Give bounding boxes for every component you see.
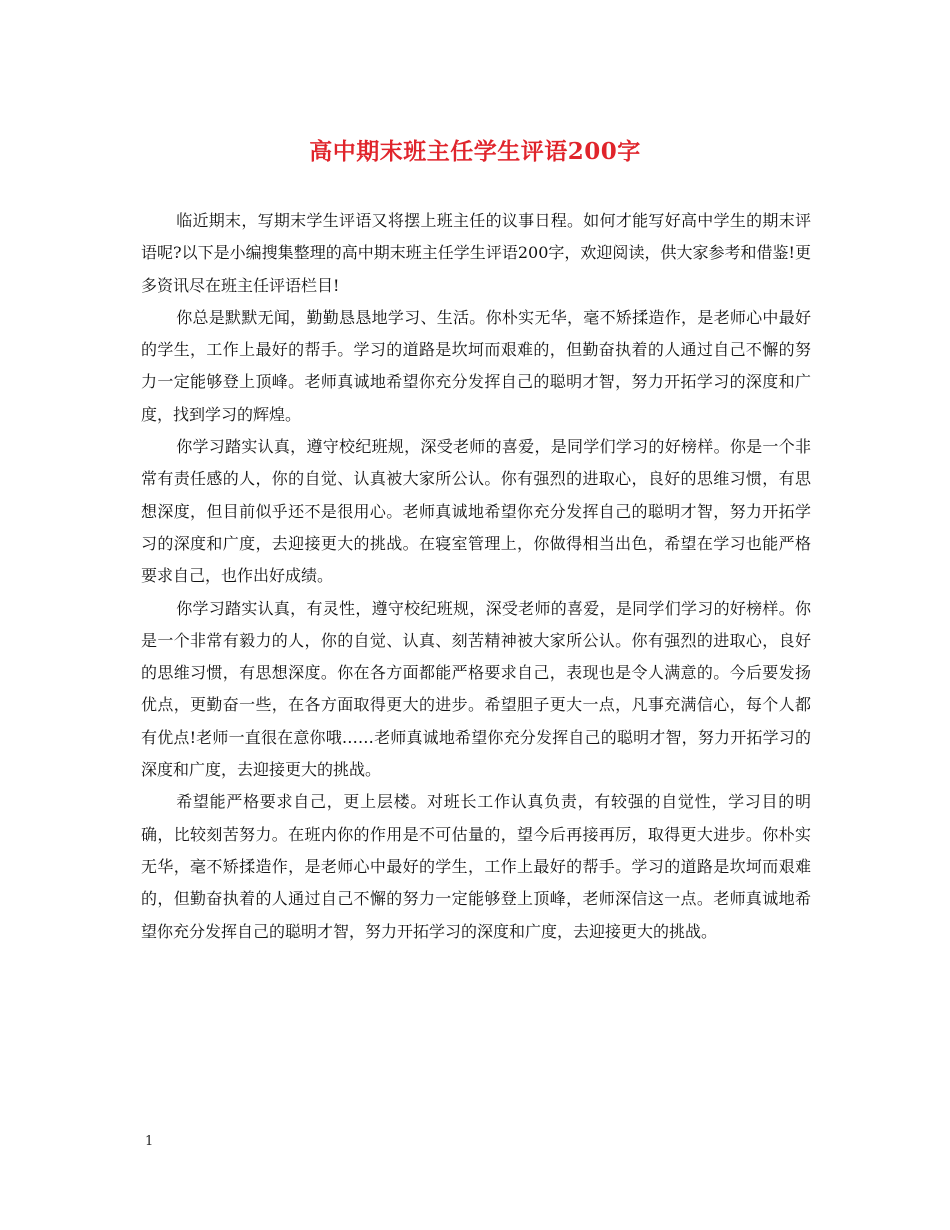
document-body bbox=[141, 205, 811, 948]
paragraph-comment-4: 希望能严格要求自己，更上层楼。对班长工作认真负责，有较强的自觉性，学习目的明确，比较刻苦努力。在班内你的作用是不可估量的，望今后再接再厉，取得更大进步。你朴实无华，毫不矫揉造作，是老师心中最好的学生，工作上最好的帮手。学习的道路是坎坷而艰难的，但勤奋执着的人通过自己不懈的努力一定能够登上顶峰，老师深信这一点。老师真诚地希望你充分发挥自己的聪明才智，努力开拓学习的深度和广度，去迎接更大的挑战。 bbox=[141, 792, 811, 941]
paragraph-comment-3: 你学习踏实认真，有灵性，遵守校纪班规，深受老师的喜爱，是同学们学习的好榜样。你是一个非常有毅力的人，你的自觉、认真、刻苦精神被大家所公认。你有强烈的进取心，良好的思维习惯，有思想深度。你在各方面都能严格要求自己，表现也是令人满意的。今后要发扬优点，更勤奋一些，在各方面取得更大的进步。希望胆子更大一点，凡事充满信心，每个人都有优点!老师一直很在意你哦……老师真诚地希望你充分发挥自己的聪明才智，努力开拓学习的深度和广度，去迎接更大的挑战。 bbox=[141, 598, 811, 780]
paragraph-intro: 临近期末，写期末学生评语又将摆上班主任的议事日程。如何才能写好高中学生的期末评语呢?以下是小编搜集整理的高中期末班主任学生评语200字，欢迎阅读，供大家参考和借鉴!更多资讯尽在班主任评语栏目! bbox=[141, 211, 811, 295]
document-title: 高中期末班主任学生评语200字 bbox=[309, 138, 641, 165]
page-number: 1 bbox=[145, 1134, 154, 1149]
paragraph-comment-2: 你学习踏实认真，遵守校纪班规，深受老师的喜爱，是同学们学习的好榜样。你是一个非常有责任感的人，你的自觉、认真被大家所公认。你有强烈的进取心，良好的思维习惯，有思想深度，但目前似乎还不是很用心。老师真诚地希望你充分发挥自己的聪明才智，努力开拓学习的深度和广度，去迎接更大的挑战。在寝室管理上，你做得相当出色，希望在学习也能严格要求自己，也作出好成绩。 bbox=[141, 437, 811, 586]
paragraph-comment-1: 你总是默默无闻，勤勤恳恳地学习、生活。你朴实无华，毫不矫揉造作，是老师心中最好的学生，工作上最好的帮手。学习的道路是坎坷而艰难的，但勤奋执着的人通过自己不懈的努力一定能够登上顶峰。老师真诚地希望你充分发挥自己的聪明才智，努力开拓学习的深度和广度，找到学习的辉煌。 bbox=[141, 307, 811, 424]
